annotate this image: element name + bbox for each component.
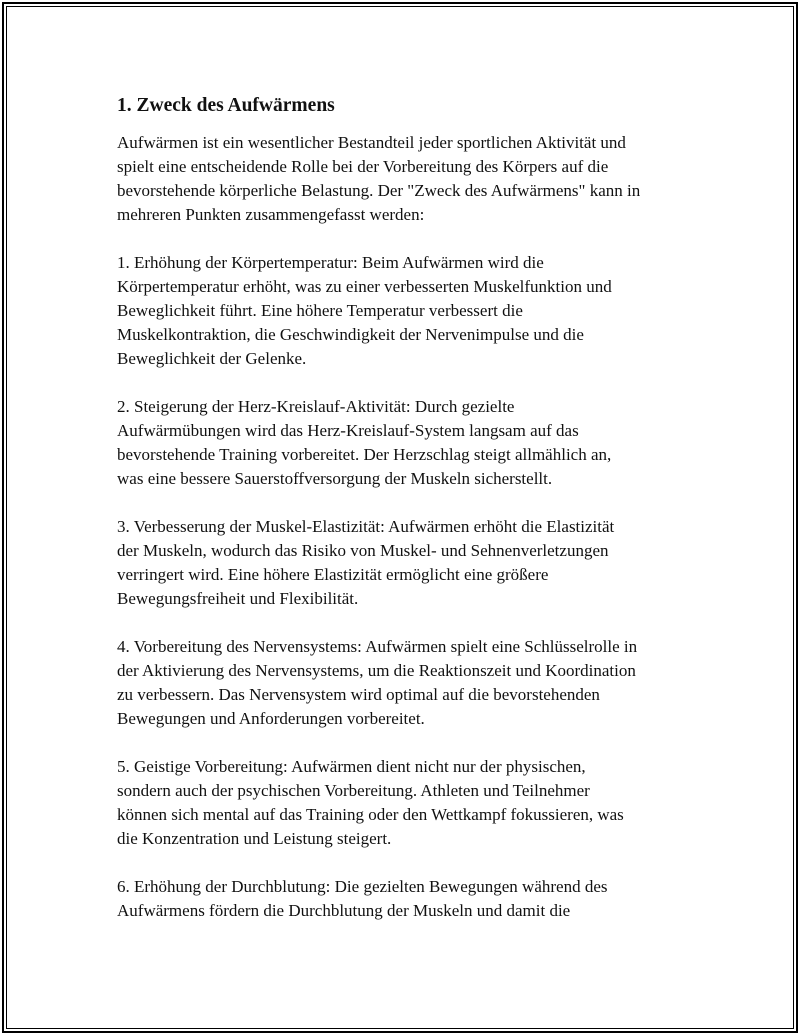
- text-line: zu verbessern. Das Nervensystem wird optimal auf die bevorstehenden: [117, 685, 600, 704]
- text-line: der Muskeln, wodurch das Risiko von Muskel- und Sehnenverletzungen: [117, 541, 609, 560]
- text-line: bevorstehende Training vorbereitet. Der Herzschlag steigt allmählich an,: [117, 445, 612, 464]
- text-line: 5. Geistige Vorbereitung: Aufwärmen dient nicht nur der physischen,: [117, 757, 586, 776]
- text-line: Aufwärmen ist ein wesentlicher Bestandteil jeder sportlichen Aktivität und: [117, 133, 626, 152]
- text-line: 6. Erhöhung der Durchblutung: Die gezielten Bewegungen während des: [117, 877, 608, 896]
- paragraph-list: [117, 131, 702, 923]
- text-line: 4. Vorbereitung des Nervensystems: Aufwärmen spielt eine Schlüsselrolle in: [117, 637, 638, 656]
- list-item-paragraph: [117, 251, 702, 371]
- list-item-paragraph: [117, 635, 702, 731]
- text-line: mehreren Punkten zusammengefasst werden:: [117, 205, 425, 224]
- intro-paragraph: [117, 131, 702, 227]
- text-line: sondern auch der psychischen Vorbereitung. Athleten und Teilnehmer: [117, 781, 590, 800]
- text-line: Beweglichkeit der Gelenke.: [117, 349, 307, 368]
- text-line: spielt eine entscheidende Rolle bei der Vorbereitung des Körpers auf die: [117, 157, 609, 176]
- text-line: verringert wird. Eine höhere Elastizität ermöglicht eine größere: [117, 565, 549, 584]
- text-line: Bewegungsfreiheit und Flexibilität.: [117, 589, 359, 608]
- text-line: Muskelkontraktion, die Geschwindigkeit der Nervenimpulse und die: [117, 325, 584, 344]
- text-line: können sich mental auf das Training oder den Wettkampf fokussieren, was: [117, 805, 624, 824]
- text-line: Beweglichkeit führt. Eine höhere Temperatur verbessert die: [117, 301, 523, 320]
- text-line: 3. Verbesserung der Muskel-Elastizität: Aufwärmen erhöht die Elastizität: [117, 517, 615, 536]
- text-line: Aufwärmens fördern die Durchblutung der Muskeln und damit die: [117, 901, 571, 920]
- document-body: [117, 93, 702, 923]
- text-line: der Aktivierung des Nervensystems, um die Reaktionszeit und Koordination: [117, 661, 636, 680]
- text-line: Bewegungen und Anforderungen vorbereitet.: [117, 709, 425, 728]
- list-item-paragraph: [117, 395, 702, 491]
- list-item-paragraph: [117, 755, 702, 851]
- text-line: bevorstehende körperliche Belastung. Der "Zweck des Aufwärmens" kann in: [117, 181, 641, 200]
- list-item-paragraph: [117, 515, 702, 611]
- section-heading: 1. Zweck des Aufwärmens: [117, 95, 335, 116]
- text-line: die Konzentration und Leistung steigert.: [117, 829, 392, 848]
- text-line: was eine bessere Sauerstoffversorgung der Muskeln sicherstellt.: [117, 469, 553, 488]
- text-line: 2. Steigerung der Herz-Kreislauf-Aktivität: Durch gezielte: [117, 397, 515, 416]
- text-line: 1. Erhöhung der Körpertemperatur: Beim Aufwärmen wird die: [117, 253, 544, 272]
- text-line: Körpertemperatur erhöht, was zu einer verbesserten Muskelfunktion und: [117, 277, 612, 296]
- text-line: Aufwärmübungen wird das Herz-Kreislauf-System langsam auf das: [117, 421, 579, 440]
- list-item-paragraph: [117, 875, 702, 923]
